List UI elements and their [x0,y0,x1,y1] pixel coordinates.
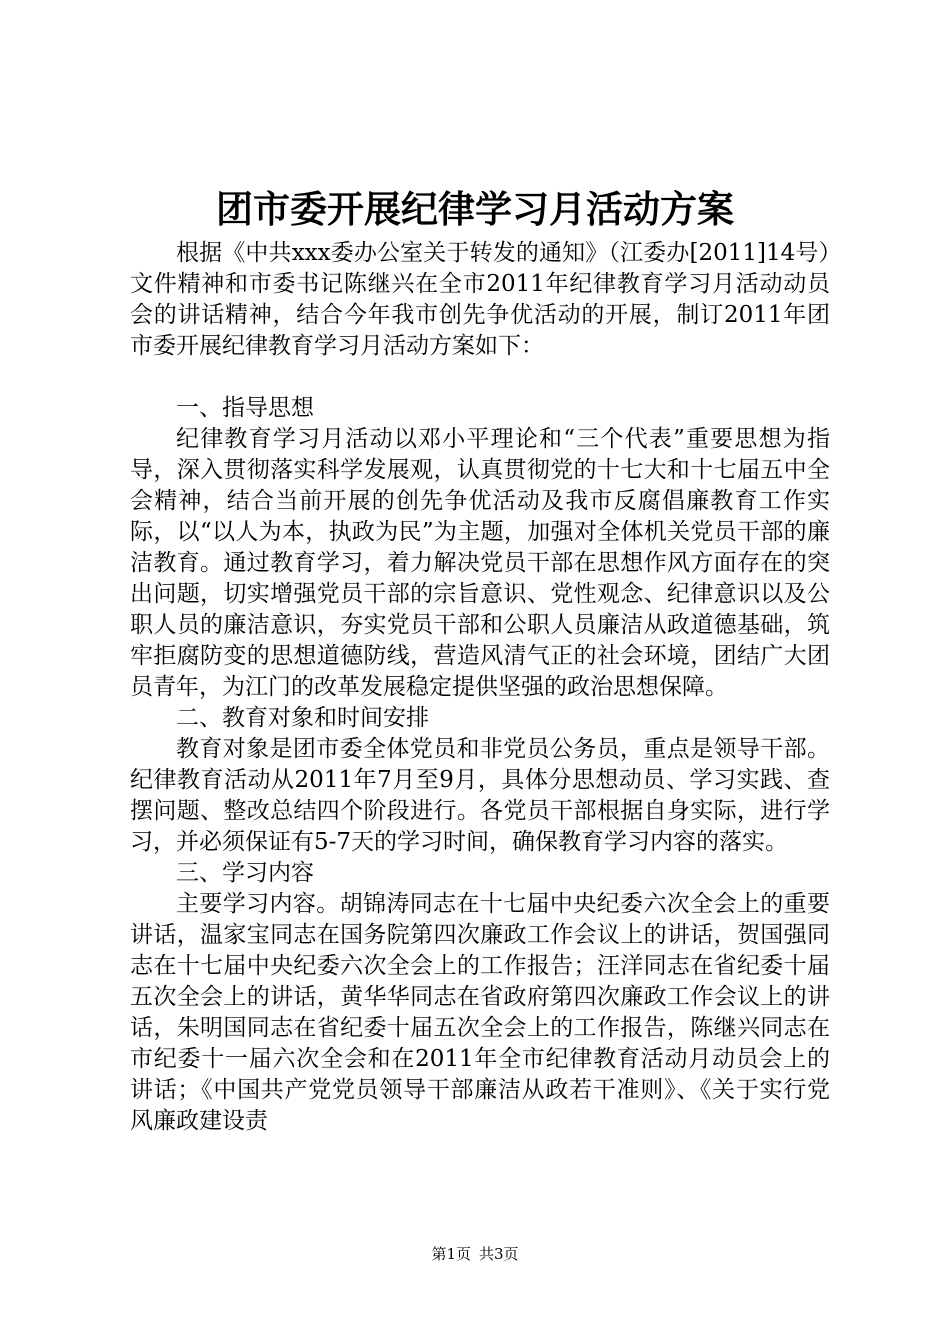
page-total: 共3页 [479,1245,519,1263]
section-body-study-content: 主要学习内容。胡锦涛同志在十七届中央纪委六次全会上的重要讲话，温家宝同志在国务院第四次廉政工作会议上的讲话，贺国强同志在十七届中央纪委六次全会上的工作报告；汪洋同志在省纪委十届五次全会上的讲话，黄华华同志在省政府第四次廉政工作会议上的讲话，朱明国同志在省纪委十届五次全会上的工作报告，陈继兴同志在市纪委十一届六次全会和在2011年全市纪律教育活动月动员会上的讲话；《中国共产党党员领导干部廉洁从政若干准则》、《关于实行党风廉政建设责 [130,891,830,1134]
page-footer [0,1244,950,1264]
section-heading-guiding-ideology: 一、指导思想 [176,395,314,421]
section-heading-study-content: 三、学习内容 [176,860,314,886]
document-body [130,238,830,1137]
section-body-guiding-ideology: 纪律教育学习月活动以邓小平理论和“三个代表”重要思想为指导，深入贯彻落实科学发展观，认真贯彻党的十七大和十七届五中全会精神，结合当前开展的创先争优活动及我市反腐倡廉教育工作实际，以“以人为本，执政为民”为主题，加强对全体机关党员干部的廉洁教育。通过教育学习，着力解决党员干部在思想作风方面存在的突出问题，切实增强党员干部的宗旨意识、党性观念、纪律意识以及公职人员的廉洁意识，夯实党员干部和公职人员廉洁从政道德基础，筑牢拒腐防变的思想道德防线，营造风清气正的社会环境，团结广大团员青年，为江门的改革发展稳定提供坚强的政治思想保障。 [130,426,830,700]
document-title: 团市委开展纪律学习月活动方案 [216,187,734,231]
section-body-audience-schedule: 教育对象是团市委全体党员和非党员公务员，重点是领导干部。纪律教育活动从2011年7月至9月，具体分思想动员、学习实践、查摆问题、整改总结四个阶段进行。各党员干部根据自身实际，进行学习，并必须保证有5-7天的学习时间，确保教育学习内容的落实。 [130,736,830,855]
section-heading-audience-schedule: 二、教育对象和时间安排 [176,705,429,731]
intro-paragraph: 根据《中共xxx委办公室关于转发的通知》（江委办[2011]14号）文件精神和市委书记陈继兴在全市2011年纪律教育学习月活动动员会的讲话精神，结合今年我市创先争优活动的开展，制订2011年团市委开展纪律教育学习月活动方案如下： [130,240,830,359]
page-number: 第1页 [431,1245,471,1263]
